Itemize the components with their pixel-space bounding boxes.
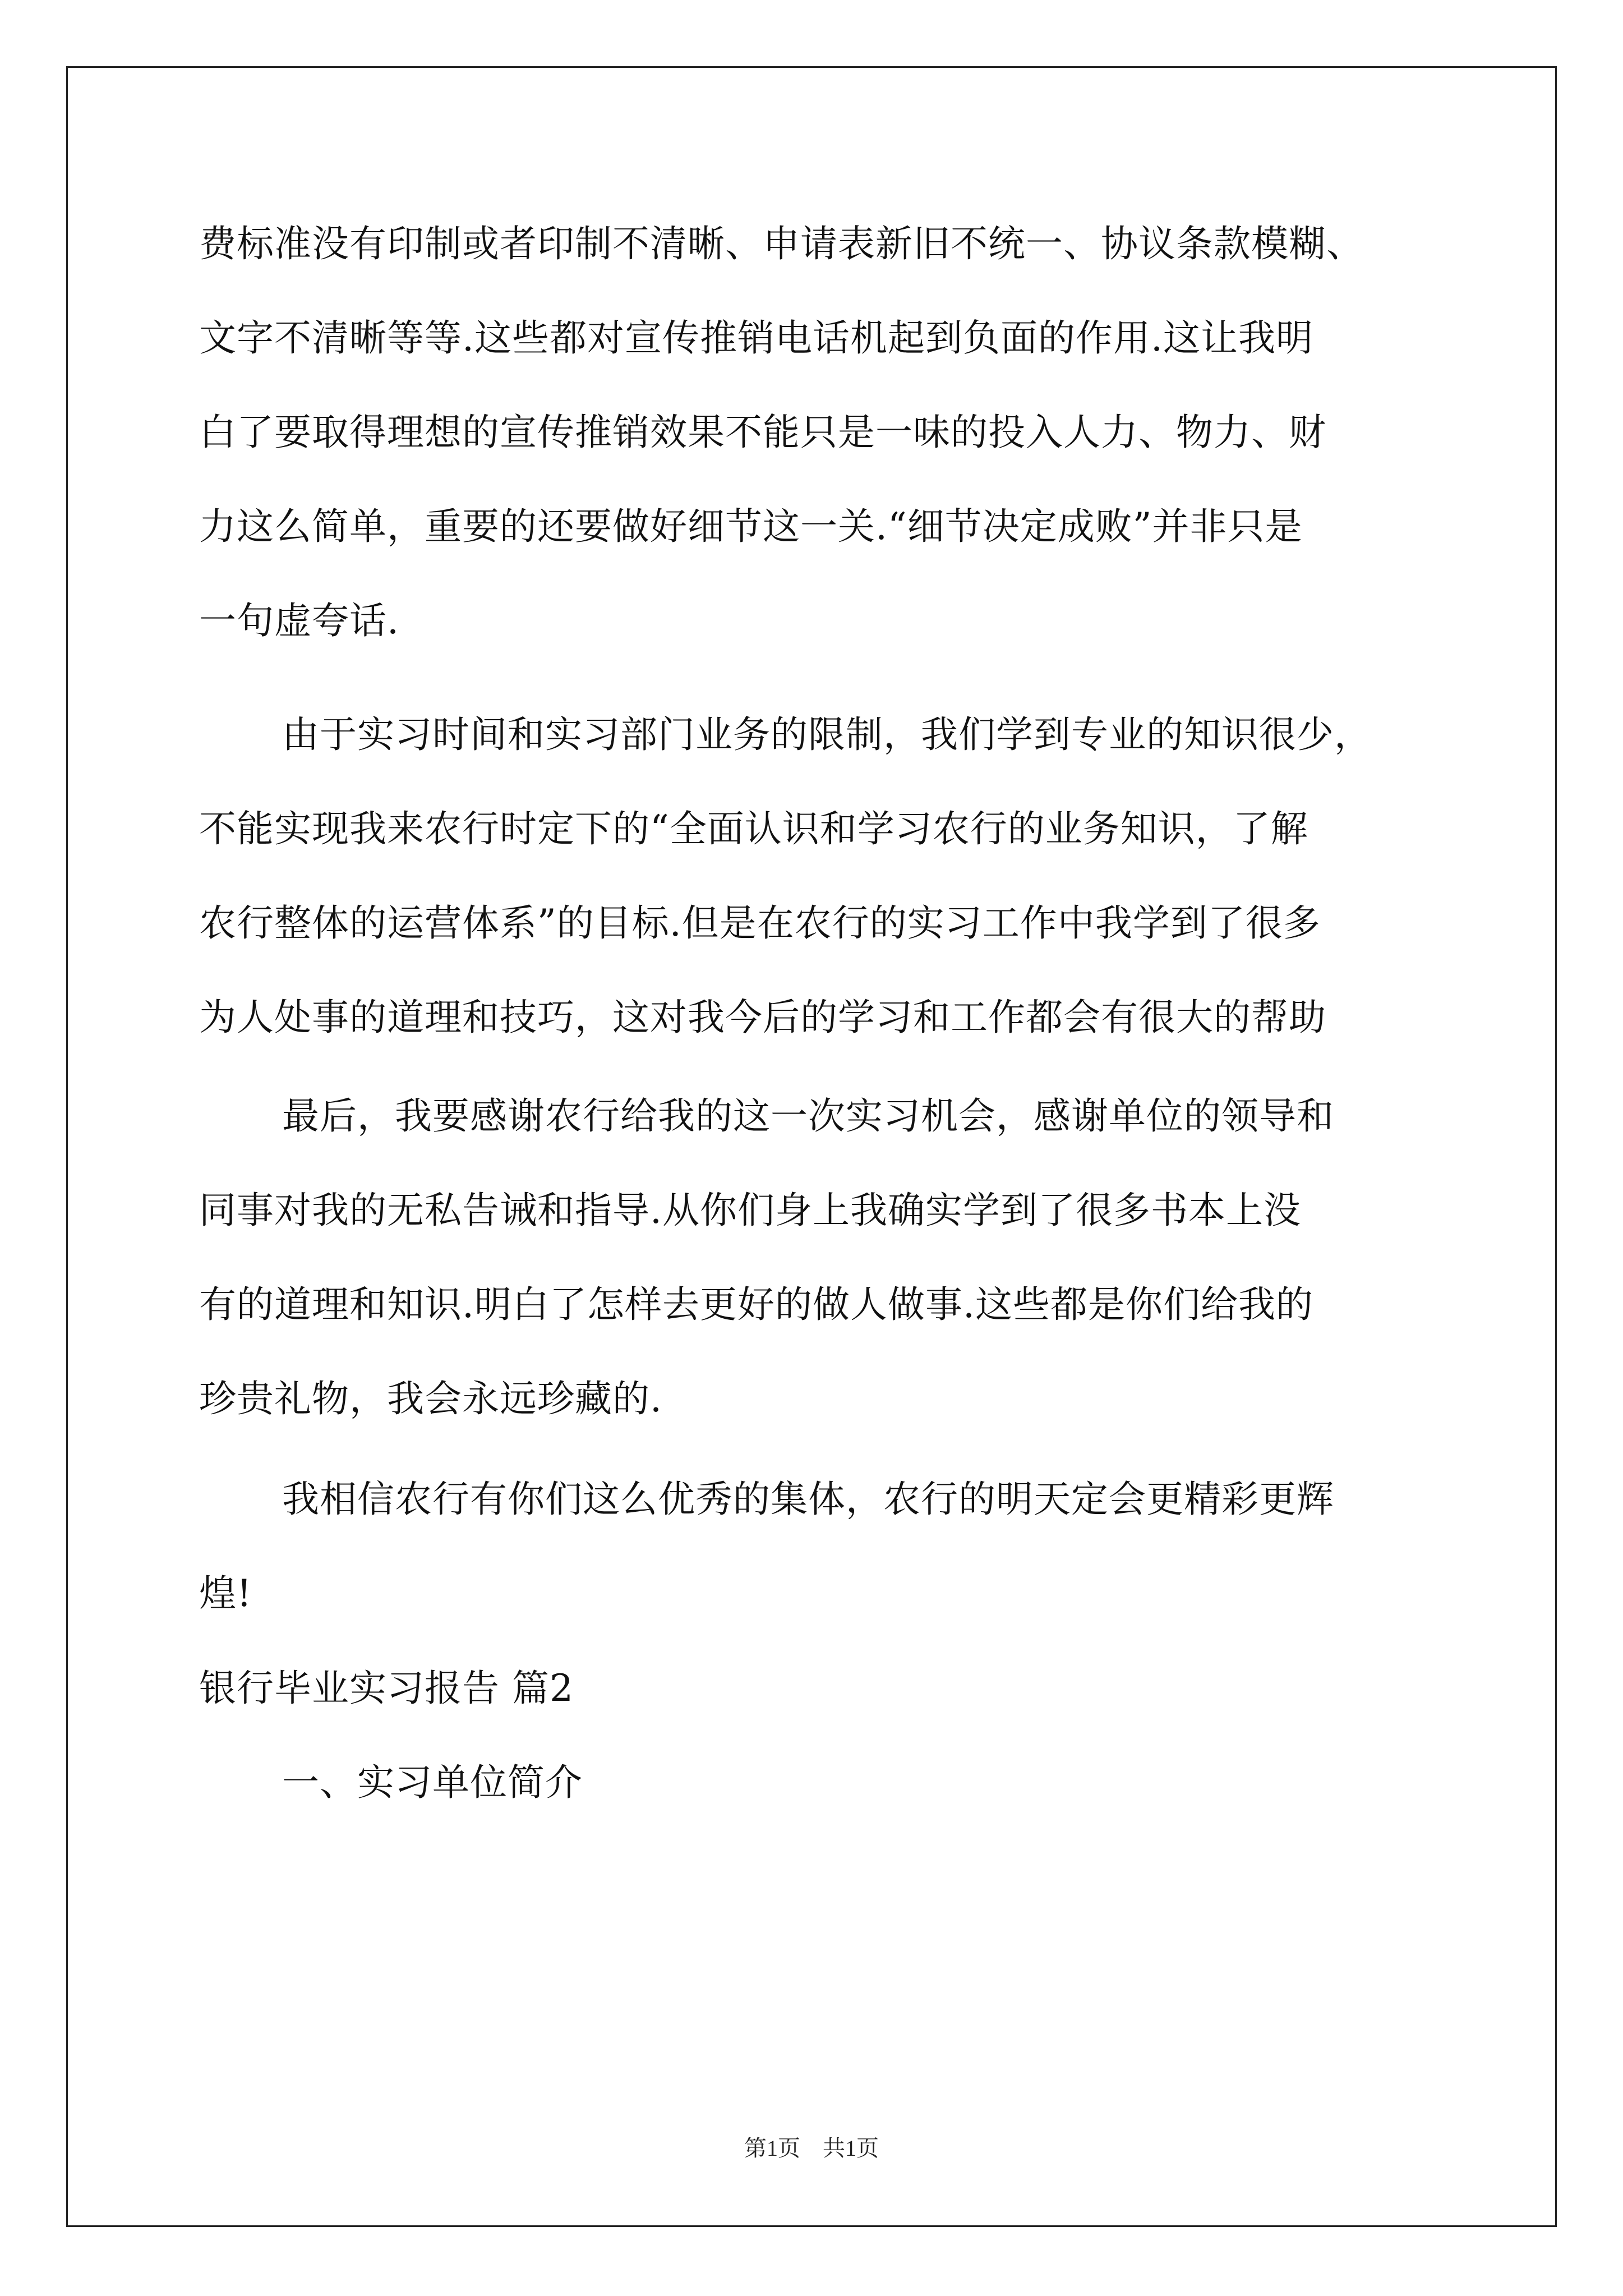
text-line: 不能实现我来农行时定下的“全面认识和学习农行的业务知识，了解 [199,807,1308,850]
text-line: 为人处事的道理和技巧，这对我今后的学习和工作都会有很大的帮助 [199,996,1326,1039]
text-line: 力这么简单，重要的还要做好细节这一关.“细节决定成败”并非只是 [199,505,1303,548]
text-line: 同事对我的无私告诫和指导.从你们身上我确实学到了很多书本上没 [199,1189,1301,1232]
text-line: 我相信农行有你们这么优秀的集体，农行的明天定会更精彩更辉 [282,1478,1334,1521]
text-line: 文字不清晰等等.这些都对宣传推销电话机起到负面的作用.这让我明 [199,316,1313,360]
text-line: 有的道理和知识.明白了怎样去更好的做人做事.这些都是你们给我的 [199,1283,1313,1326]
text-line: 由于实习时间和实习部门业务的限制，我们学到专业的知识很少， [282,713,1372,756]
page-footer: 第1页 共1页 [744,2136,879,2161]
section-heading: 银行毕业实习报告 篇2 [199,1667,574,1710]
text-line: 最后，我要感谢农行给我的这一次实习机会，感谢单位的领导和 [282,1094,1334,1138]
text-line: 煌! [199,1572,252,1615]
page-border [66,66,1557,2227]
text-line: 农行整体的运营体系”的目标.但是在农行的实习工作中我学到了很多 [199,901,1321,945]
text-line: 一句虚夸话. [199,599,399,642]
subsection-heading: 一、实习单位简介 [282,1761,583,1804]
text-line: 白了要取得理想的宣传推销效果不能只是一味的投入人力、物力、财 [199,411,1326,454]
text-line: 珍贵礼物，我会永远珍藏的. [199,1377,662,1420]
text-line: 费标准没有印制或者印制不清晰、申请表新旧不统一、协议条款模糊、 [199,222,1364,265]
